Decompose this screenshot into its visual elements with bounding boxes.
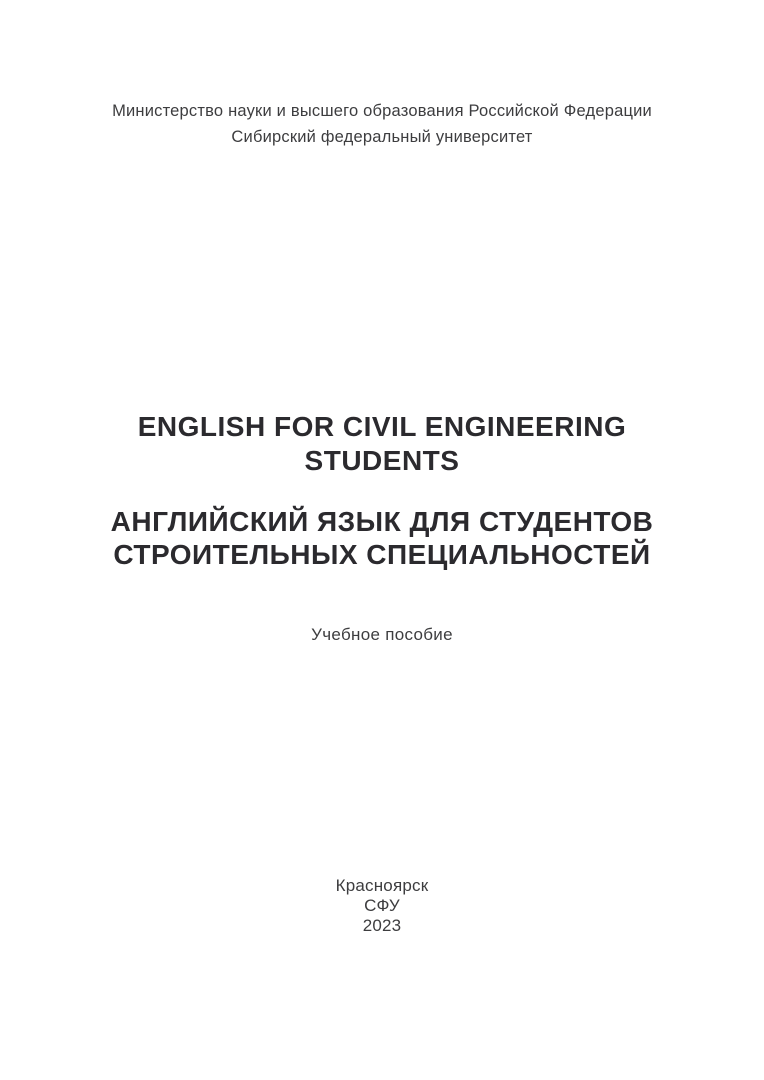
title-russian-line2: СТРОИТЕЛЬНЫХ СПЕЦИАЛЬНОСТЕЙ: [113, 539, 651, 570]
imprint-city: Красноярск: [335, 876, 429, 895]
ministry-line: Министерство науки и высшего образования Российской Федерации: [112, 102, 652, 120]
title-russian: [0, 505, 764, 571]
ministry-header: [0, 98, 764, 150]
imprint-year: 2023: [362, 916, 402, 935]
title-english: [0, 410, 764, 478]
title-english-line1: ENGLISH FOR CIVIL ENGINEERING: [137, 411, 627, 442]
subtitle-edition-type: Учебное пособие: [311, 625, 453, 644]
title-english-line2: STUDENTS: [304, 445, 460, 476]
imprint-publisher: СФУ: [364, 896, 400, 915]
title-russian-line1: АНГЛИЙСКИЙ ЯЗЫК ДЛЯ СТУДЕНТОВ: [110, 506, 654, 537]
university-line: Сибирский федеральный университет: [231, 128, 533, 146]
imprint: [0, 876, 764, 936]
